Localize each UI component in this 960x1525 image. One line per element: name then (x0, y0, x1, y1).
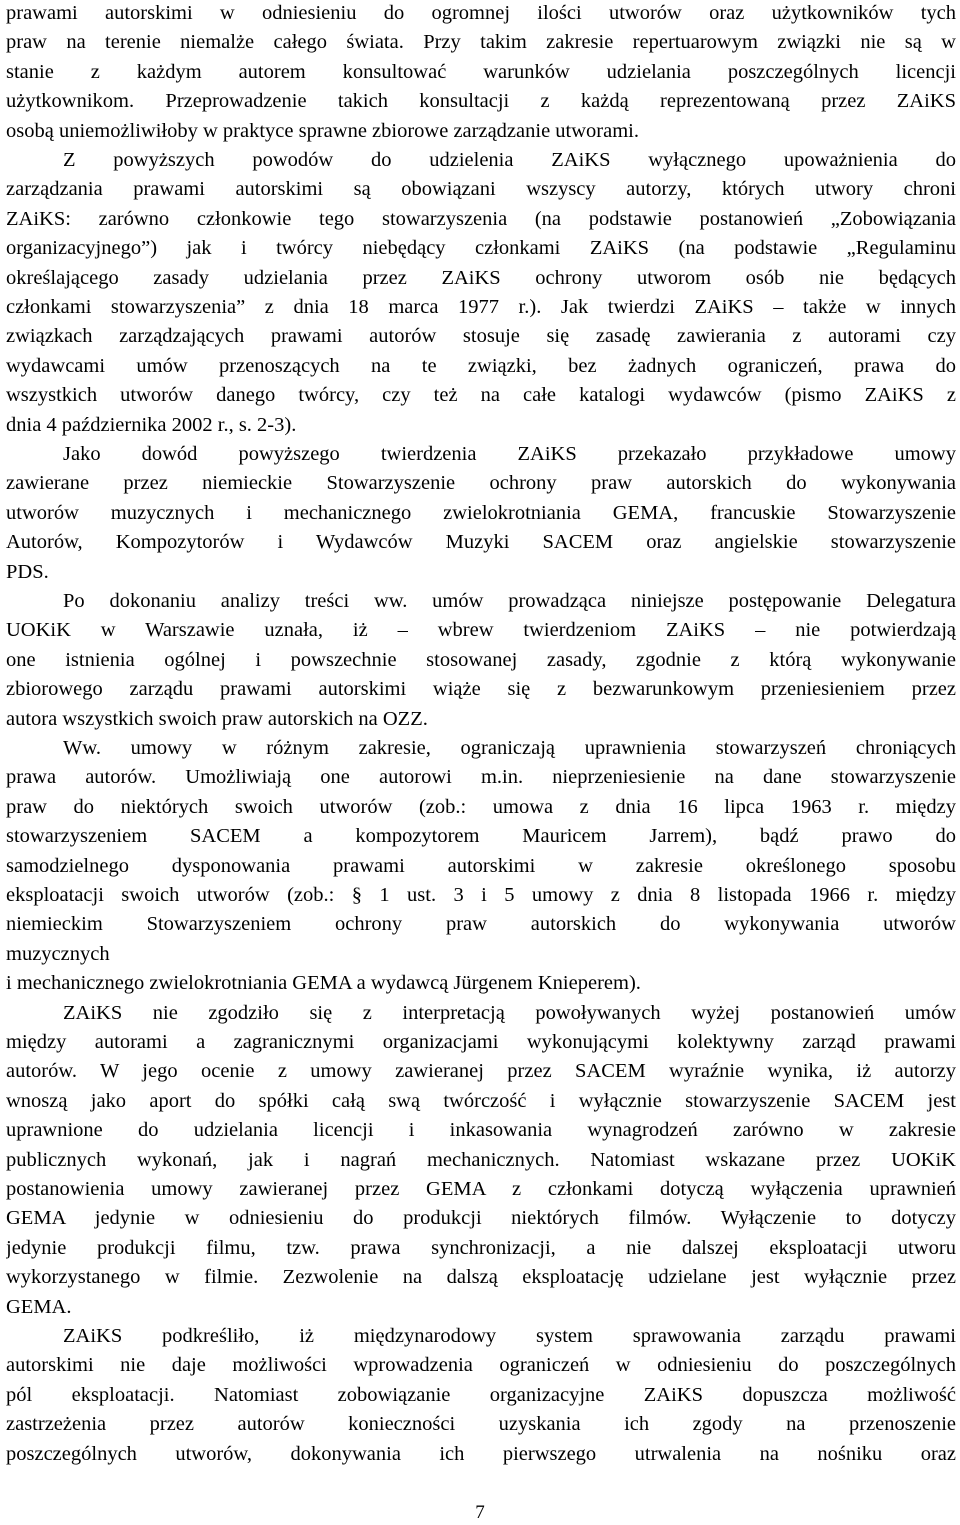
text-line: PDS. (6, 560, 49, 583)
text-line: publicznych wykonań, jak i nagrań mechanicznych. Natomiast wskazane przez UOKiK (6, 1148, 956, 1171)
text-line: Jako dowód powyższego twierdzenia ZAiKS przekazało przykładowe umowy (63, 443, 956, 465)
text-line: niemieckim Stowarzyszeniem ochrony praw autorskich do wykonywania utworów (6, 913, 956, 936)
text-line: UOKiK w Warszawie uznała, iż – wbrew twierdzeniom ZAiKS – nie potwierdzają (6, 619, 956, 642)
text-line: Z powyższych powodów do udzielenia ZAiKS wyłącznego upoważnienia do (63, 149, 956, 171)
text-line: między autorami a zagranicznymi organizacjami wykonującymi kolektywny zarząd prawami (6, 1031, 956, 1053)
text-line: określającego zasady udzielania przez ZAiKS ochrony utworom osób nie będących (6, 266, 956, 289)
text-line: stanie z każdym autorem konsultować warunków udzielania poszczególnych licencji (6, 60, 956, 83)
text-line: zawierane przez niemieckie Stowarzyszenie ochrony praw autorskich do wykonywania (6, 472, 956, 495)
text-line: poszczególnych utworów, dokonywania ich pierwszego utrwalenia na nośniku oraz (6, 1442, 956, 1465)
text-line: autorskimi nie daje możliwości wprowadzenia ograniczeń w odniesieniu do poszczególnych (6, 1354, 956, 1377)
text-line: wykorzystanego w filmie. Zezwolenie na dalszą eksploatację udzielane jest wyłącznie przez (6, 1266, 956, 1289)
text-line: wnoszą jako aport do spółki całą swą twórczość i wyłącznie stowarzyszenie SACEM jest (6, 1089, 956, 1112)
text-line: i mechanicznego zwielokrotniania GEMA a wydawcą Jürgenem Knieperem). (6, 972, 641, 995)
text-line: samodzielnego dysponowania prawami autorskimi w zakresie określonego sposobu (6, 854, 956, 877)
text-line: jedynie produkcji filmu, tzw. prawa synchronizacji, a nie dalszej eksploatacji utworu (6, 1236, 956, 1259)
text-line: praw na terenie niemalże całego świata. Przy takim zakresie repertuarowym związki nie są w (6, 31, 956, 54)
text-line: zbiorowego zarządu prawami autorskimi wiąże się z bezwarunkowym przeniesieniem przez (6, 678, 956, 701)
text-line: dnia 4 października 2002 r., s. 2-3). (6, 413, 297, 436)
text-line: Po dokonaniu analizy treści ww. umów prowadząca niniejsze postępowanie Delegatura (63, 590, 956, 612)
text-line: członkami stowarzyszenia” z dnia 18 marca 1977 r.). Jak twierdzi ZAiKS – także w innych (6, 296, 956, 318)
text-line: postanowienia umowy zawieranej przez GEMA z członkami dotyczą wyłączenia uprawnień (6, 1178, 956, 1200)
text-line: muzycznych (6, 942, 110, 965)
text-line: ZAiKS podkreśliło, iż międzynarodowy system sprawowania zarządu prawami (63, 1325, 956, 1347)
page-number: 7 (475, 1502, 485, 1523)
text-line: GEMA jedynie w odniesieniu do produkcji niektórych filmów. Wyłączenie to dotyczy (6, 1207, 956, 1230)
text-line: autora wszystkich swoich praw autorskich na OZZ. (6, 707, 428, 730)
text-line: pól eksploatacji. Natomiast zobowiązanie organizacyjne ZAiKS dopuszcza możliwość (6, 1383, 956, 1406)
text-line: ZAiKS: zarówno członkowie tego stowarzyszenia (na podstawie postanowień „Zobowiązania (6, 207, 956, 230)
text-line: praw do niektórych swoich utworów (zob.: umowa z dnia 16 lipca 1963 r. między (6, 795, 956, 818)
text-line: uprawnione do udzielania licencji i inkasowania wynagrodzeń zarówno w zakresie (6, 1119, 956, 1142)
text-line: autorów. W jego ocenie z umowy zawieranej przez SACEM wyraźnie wynika, iż autorzy (6, 1060, 956, 1083)
text-line: utworów muzycznych i mechanicznego zwielokrotniania GEMA, francuskie Stowarzyszenie (6, 501, 956, 524)
text-line: Ww. umowy w różnym zakresie, ograniczają uprawnienia stowarzyszeń chroniących (63, 737, 956, 759)
text-line: użytkownikom. Przeprowadzenie takich konsultacji z każdą reprezentowaną przez ZAiKS (6, 90, 956, 113)
text-line: GEMA. (6, 1295, 72, 1318)
text-line: związkach zarządzających prawami autorów stosuje się zasadę zawierania z autorami czy (6, 325, 956, 348)
text-line: zastrzeżenia przez autorów konieczności uzyskania ich zgody na przenoszenie (6, 1413, 956, 1436)
text-line: one istnienia ogólnej i powszechnie stosowanej zasady, zgodnie z którą wykonywanie (6, 648, 956, 671)
text-line: organizacyjnego”) jak i twórcy niebędący członkami ZAiKS (na podstawie „Regulaminu (6, 237, 956, 260)
text-line: zarządzania prawami autorskimi są obowiązani wszyscy autorzy, których utwory chroni (6, 178, 956, 201)
text-line: eksploatacji swoich utworów (zob.: § 1 ust. 3 i 5 umowy z dnia 8 listopada 1966 r. między (6, 884, 956, 906)
text-line: prawami autorskimi w odniesieniu do ogromnej ilości utworów oraz użytkowników tych (6, 2, 956, 24)
text-line: Autorów, Kompozytorów i Wydawców Muzyki SACEM oraz angielskie stowarzyszenie (6, 531, 956, 554)
text-line: stowarzyszeniem SACEM a kompozytorem Mauricem Jarrem), bądź prawo do (6, 825, 956, 848)
text-line: wydawcami umów przenoszących na te związki, bez żadnych ograniczeń, prawa do (6, 354, 956, 377)
text-line: osobą uniemożliwiłoby w praktyce sprawne zbiorowe zarządzanie utworami. (6, 119, 639, 142)
text-line: wszystkich utworów danego twórcy, czy też na całe katalogi wydawców (pismo ZAiKS z (6, 384, 956, 407)
text-line: ZAiKS nie zgodziło się z interpretacją powoływanych wyżej postanowień umów (63, 1001, 956, 1024)
text-line: prawa autorów. Umożliwiają one autorowi m.in. nieprzeniesienie na dane stowarzyszenie (6, 766, 956, 789)
